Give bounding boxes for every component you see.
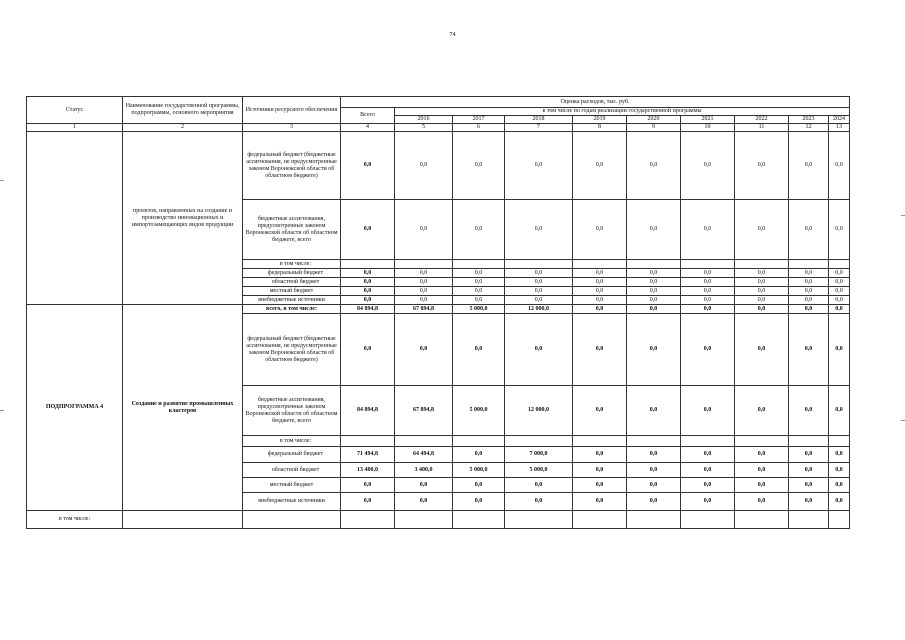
value-cell: 0,0: [395, 296, 453, 305]
value-cell: 0,0: [395, 478, 453, 493]
value-cell: 0,0: [681, 386, 735, 436]
value-cell: 0,0: [627, 447, 681, 463]
value-cell: 0,0: [789, 478, 829, 493]
margin-tick: [0, 410, 4, 411]
column-number: 2: [123, 124, 243, 132]
value-cell: 0,0: [573, 296, 627, 305]
value-cell: 0,0: [573, 305, 627, 314]
value-cell: 0,0: [735, 200, 789, 260]
value-cell: 0,0: [627, 463, 681, 478]
value-cell: 0,0: [681, 305, 735, 314]
year-header: 2022: [735, 116, 789, 124]
value-cell: [789, 436, 829, 447]
header-estimate: Оценка расходов, тыс. руб.: [341, 97, 850, 108]
value-cell: 0,0: [573, 200, 627, 260]
value-cell: 0,0: [573, 269, 627, 278]
value-cell: 0,0: [829, 463, 850, 478]
value-cell: 0,0: [829, 132, 850, 200]
value-cell: 0,0: [395, 287, 453, 296]
source-label: федеральный бюджет: [243, 447, 341, 463]
value-cell: 0,0: [453, 269, 505, 278]
value-cell: 0,0: [453, 296, 505, 305]
empty-cell: [123, 511, 243, 529]
value-cell: 0,0: [829, 493, 850, 511]
value-cell: 0,0: [341, 314, 395, 386]
column-number: 5: [395, 124, 453, 132]
value-cell: 0,0: [627, 478, 681, 493]
empty-cell: [453, 511, 505, 529]
empty-cell: [735, 511, 789, 529]
source-label: федеральный бюджет (бюджетные ассигнования, не предусмотренные законом Воронежской области об областном бюджете): [243, 314, 341, 386]
value-cell: 0,0: [505, 314, 573, 386]
source-label: областной бюджет: [243, 463, 341, 478]
header-status: Статус: [27, 97, 123, 124]
value-cell: [505, 436, 573, 447]
value-cell: 0,0: [505, 296, 573, 305]
value-cell: 0,0: [573, 278, 627, 287]
margin-tick: [0, 180, 4, 181]
value-cell: [453, 260, 505, 269]
value-cell: 0,0: [627, 386, 681, 436]
value-cell: 0,0: [627, 493, 681, 511]
value-cell: 0,0: [505, 278, 573, 287]
header-name: Наименование государственной программы, подпрограммы, основного мероприятия: [123, 97, 243, 124]
value-cell: [505, 260, 573, 269]
column-numbers-row: [27, 124, 850, 132]
value-cell: 0,0: [573, 478, 627, 493]
value-cell: 0,0: [341, 296, 395, 305]
value-cell: 0,0: [627, 278, 681, 287]
value-cell: 0,0: [829, 287, 850, 296]
empty-cell: [829, 511, 850, 529]
margin-tick: [901, 420, 905, 421]
value-cell: 3 400,0: [395, 463, 453, 478]
value-cell: 0,0: [505, 200, 573, 260]
header-row: [27, 97, 850, 108]
value-cell: [735, 260, 789, 269]
status-cell: в том числе:: [27, 511, 123, 529]
value-cell: 0,0: [573, 132, 627, 200]
empty-cell: [341, 511, 395, 529]
column-number: 12: [789, 124, 829, 132]
value-cell: 0,0: [829, 314, 850, 386]
value-cell: [735, 436, 789, 447]
value-cell: 0,0: [789, 132, 829, 200]
value-cell: 0,0: [395, 493, 453, 511]
value-cell: 0,0: [681, 493, 735, 511]
value-cell: 0,0: [681, 314, 735, 386]
value-cell: [627, 260, 681, 269]
value-cell: 0,0: [453, 478, 505, 493]
value-cell: 0,0: [573, 314, 627, 386]
value-cell: 0,0: [453, 287, 505, 296]
value-cell: 0,0: [627, 287, 681, 296]
value-cell: 0,0: [681, 478, 735, 493]
value-cell: 0,0: [681, 278, 735, 287]
value-cell: 0,0: [789, 386, 829, 436]
value-cell: 0,0: [829, 386, 850, 436]
value-cell: 0,0: [341, 287, 395, 296]
status-cell: ПОДПРОГРАММА 4: [27, 305, 123, 511]
margin-tick: [901, 215, 905, 216]
value-cell: 0,0: [829, 447, 850, 463]
column-number: 11: [735, 124, 789, 132]
value-cell: 0,0: [789, 493, 829, 511]
empty-cell: [573, 511, 627, 529]
year-header: 2023: [789, 116, 829, 124]
program-name-cell: проектов, направленных на создание и производство инновационных и импортозамещающих видов продукции: [123, 132, 243, 305]
value-cell: 0,0: [573, 447, 627, 463]
value-cell: 0,0: [789, 200, 829, 260]
source-label: в том числе:: [243, 436, 341, 447]
header-by-years: в том числе по годам реализации государственной программы: [395, 108, 850, 116]
value-cell: 0,0: [341, 478, 395, 493]
status-cell: [27, 132, 123, 305]
value-cell: 0,0: [341, 200, 395, 260]
value-cell: 84 894,8: [341, 386, 395, 436]
page-number: 74: [449, 32, 456, 38]
source-label: в том числе:: [243, 260, 341, 269]
value-cell: 5 000,0: [505, 463, 573, 478]
value-cell: 0,0: [453, 314, 505, 386]
value-cell: 0,0: [735, 386, 789, 436]
year-header: 2018: [505, 116, 573, 124]
value-cell: 0,0: [681, 269, 735, 278]
value-cell: 0,0: [505, 478, 573, 493]
column-number: 10: [681, 124, 735, 132]
table-row: [27, 511, 850, 529]
value-cell: 0,0: [735, 278, 789, 287]
value-cell: 64 494,8: [395, 447, 453, 463]
value-cell: 0,0: [681, 200, 735, 260]
value-cell: 0,0: [735, 132, 789, 200]
value-cell: 12 000,0: [505, 305, 573, 314]
header-total: Всего: [341, 108, 395, 124]
value-cell: 0,0: [395, 200, 453, 260]
value-cell: 0,0: [789, 296, 829, 305]
value-cell: 0,0: [789, 305, 829, 314]
empty-cell: [243, 511, 341, 529]
value-cell: 0,0: [829, 478, 850, 493]
value-cell: 0,0: [395, 132, 453, 200]
value-cell: 0,0: [627, 296, 681, 305]
empty-cell: [681, 511, 735, 529]
value-cell: 0,0: [789, 269, 829, 278]
value-cell: [681, 436, 735, 447]
column-number: 4: [341, 124, 395, 132]
value-cell: 0,0: [341, 278, 395, 287]
value-cell: 0,0: [829, 200, 850, 260]
source-label: внебюджетные источники: [243, 493, 341, 511]
value-cell: 0,0: [829, 305, 850, 314]
header-source: Источники ресурсного обеспечения: [243, 97, 341, 124]
value-cell: 0,0: [829, 269, 850, 278]
value-cell: 67 894,8: [395, 305, 453, 314]
value-cell: 0,0: [453, 493, 505, 511]
value-cell: 0,0: [681, 132, 735, 200]
year-header: 2019: [573, 116, 627, 124]
value-cell: [789, 260, 829, 269]
value-cell: 0,0: [735, 463, 789, 478]
year-header: 2016: [395, 116, 453, 124]
source-label: федеральный бюджет: [243, 269, 341, 278]
value-cell: [573, 436, 627, 447]
table-row: [27, 305, 850, 314]
column-number: 3: [243, 124, 341, 132]
table-row: [27, 132, 850, 200]
value-cell: [573, 260, 627, 269]
value-cell: 0,0: [453, 132, 505, 200]
value-cell: 0,0: [395, 278, 453, 287]
value-cell: 0,0: [681, 296, 735, 305]
value-cell: [829, 436, 850, 447]
value-cell: [341, 260, 395, 269]
source-label: бюджетные ассигнования, предусмотренные законом Воронежской области об областном бюджете, всего: [243, 386, 341, 436]
value-cell: 0,0: [627, 269, 681, 278]
value-cell: 0,0: [453, 200, 505, 260]
value-cell: 0,0: [395, 269, 453, 278]
value-cell: [341, 436, 395, 447]
value-cell: 0,0: [453, 447, 505, 463]
value-cell: 0,0: [627, 314, 681, 386]
column-number: 8: [573, 124, 627, 132]
value-cell: 7 000,0: [505, 447, 573, 463]
value-cell: 0,0: [505, 132, 573, 200]
value-cell: 0,0: [505, 493, 573, 511]
empty-cell: [395, 511, 453, 529]
value-cell: 0,0: [573, 386, 627, 436]
year-header: 2021: [681, 116, 735, 124]
value-cell: 0,0: [789, 287, 829, 296]
empty-cell: [627, 511, 681, 529]
value-cell: 12 000,0: [505, 386, 573, 436]
value-cell: 0,0: [627, 132, 681, 200]
value-cell: 0,0: [341, 132, 395, 200]
value-cell: 13 400,0: [341, 463, 395, 478]
value-cell: [681, 260, 735, 269]
value-cell: 0,0: [829, 278, 850, 287]
source-label: внебюджетные источники: [243, 296, 341, 305]
column-number: 1: [27, 124, 123, 132]
value-cell: 71 494,8: [341, 447, 395, 463]
source-label: федеральный бюджет (бюджетные ассигнования, не предусмотренные законом Воронежской области об областном бюджете): [243, 132, 341, 200]
value-cell: 0,0: [735, 493, 789, 511]
value-cell: [829, 260, 850, 269]
value-cell: 0,0: [789, 314, 829, 386]
value-cell: 5 000,0: [453, 386, 505, 436]
empty-cell: [505, 511, 573, 529]
value-cell: 0,0: [829, 296, 850, 305]
value-cell: 0,0: [341, 493, 395, 511]
value-cell: 0,0: [735, 305, 789, 314]
value-cell: 0,0: [627, 200, 681, 260]
value-cell: 0,0: [735, 287, 789, 296]
source-label: областной бюджет: [243, 278, 341, 287]
value-cell: 0,0: [573, 287, 627, 296]
value-cell: 0,0: [789, 278, 829, 287]
year-header: 2017: [453, 116, 505, 124]
empty-cell: [789, 511, 829, 529]
program-name-cell: Создание и развитие промышленных кластеров: [123, 305, 243, 511]
value-cell: 0,0: [681, 463, 735, 478]
source-label: бюджетные ассигнования, предусмотренные законом Воронежской области об областном бюджете, всего: [243, 200, 341, 260]
column-number: 7: [505, 124, 573, 132]
value-cell: 0,0: [735, 296, 789, 305]
value-cell: 0,0: [789, 447, 829, 463]
column-number: 13: [829, 124, 850, 132]
column-number: 9: [627, 124, 681, 132]
column-number: 6: [453, 124, 505, 132]
source-label: местный бюджет: [243, 287, 341, 296]
value-cell: 84 894,8: [341, 305, 395, 314]
value-cell: 5 000,0: [453, 463, 505, 478]
budget-table: [26, 96, 850, 529]
value-cell: [627, 436, 681, 447]
value-cell: 0,0: [505, 269, 573, 278]
value-cell: 0,0: [789, 463, 829, 478]
year-header: 2020: [627, 116, 681, 124]
value-cell: [395, 436, 453, 447]
value-cell: 0,0: [681, 447, 735, 463]
value-cell: 0,0: [453, 278, 505, 287]
value-cell: 0,0: [681, 287, 735, 296]
value-cell: 0,0: [573, 463, 627, 478]
value-cell: 0,0: [735, 314, 789, 386]
value-cell: 0,0: [735, 478, 789, 493]
source-label: местный бюджет: [243, 478, 341, 493]
value-cell: 5 000,0: [453, 305, 505, 314]
value-cell: 0,0: [735, 269, 789, 278]
value-cell: 0,0: [341, 269, 395, 278]
source-label: всего, в том числе:: [243, 305, 341, 314]
value-cell: 0,0: [735, 447, 789, 463]
value-cell: 67 894,8: [395, 386, 453, 436]
value-cell: 0,0: [627, 305, 681, 314]
value-cell: 0,0: [573, 493, 627, 511]
value-cell: [453, 436, 505, 447]
value-cell: 0,0: [505, 287, 573, 296]
value-cell: 0,0: [395, 314, 453, 386]
year-header: 2024: [829, 116, 850, 124]
value-cell: [395, 260, 453, 269]
